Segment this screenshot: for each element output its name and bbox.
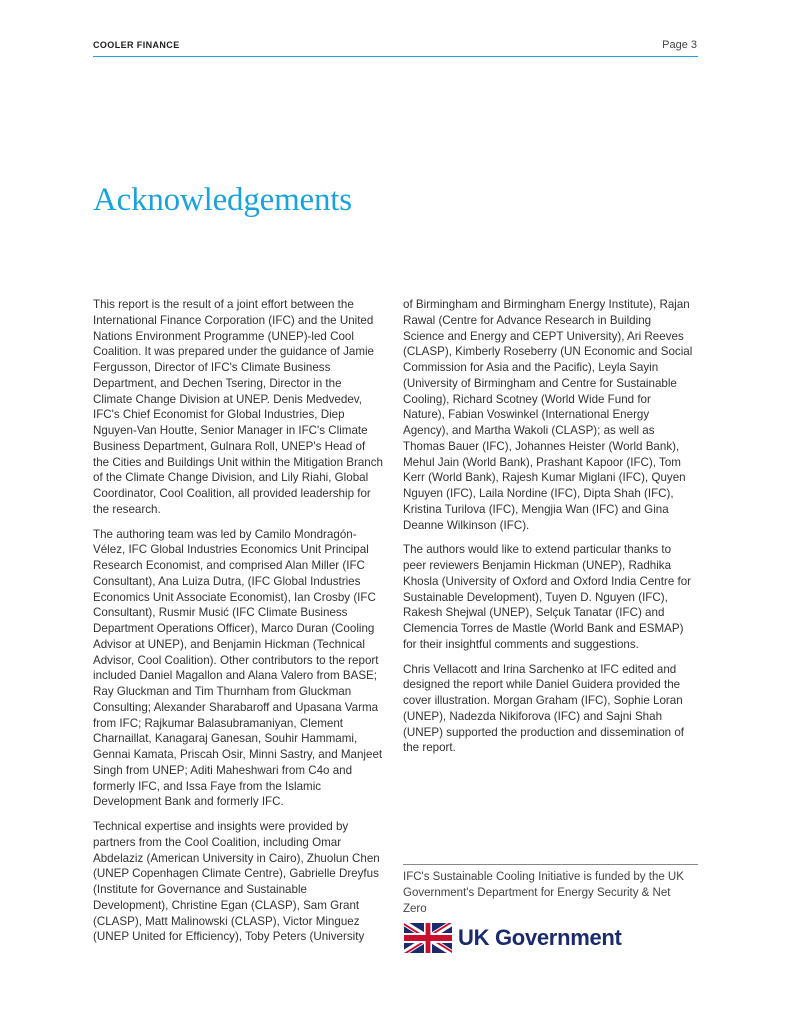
paragraph-authoring-team: The authoring team was led by Camilo Mondragón-Vélez, IFC Global Industries Economics Unit Principal Research Economist, and comprised Alan Miller (IFC Consultant), Ana Luiza Dutra, (IFC Global Industries Economics Unit Associate Economist), Ian Crosby (IFC Consultant), Rusmir Musić (IFC Climate Business Department Operations Officer), Marco Duran (Cooling Advisor at UNEP), and Benjamin Hickman (Technical Advisor, Cool Coalition). Other contributors to the report included Daniel Magallon and Alana Valero from BASE; Ray Gluckman and Tim Thurnham from Gluckman Consulting; Alexander Sharabaroff and Upasana Varma from IFC; Rajkumar Balasubramaniyan, Clement Charnaillat, Kanagaraj Ganesan, Souhir Hammami, Gennai Kamata, Priscah Osir, Minni Sastry, and Manjeet Singh from UNEP; Aditi Maheshwari from C4o and formerly IFC, and Issa Faye from the Islamic Development Bank and formerly IFC. [93, 527, 383, 809]
uk-government-logo [404, 922, 622, 954]
right-column [403, 297, 693, 765]
page-number: Page 3 [662, 39, 697, 51]
paragraph-joint-effort: This report is the result of a joint effort between the International Finance Corporation (IFC) and the United Nations Environment Programme (UNEP)-led Cool Coalition. It was prepared under the guidance of Jamie Fergusson, Director of IFC's Climate Business Department, and Dechen Tsering, Director in the Climate Change Division at UNEP. Denis Medvedev, IFC's Chief Economist for Global Industries, Diep Nguyen-Van Houtte, Senior Manager in IFC's Climate Business Department, Gulnara Roll, UNEP's Head of the Cities and Buildings Unit within the Mitigation Branch of the Climate Change Division, and Lily Riahi, Global Coordinator, Cool Coalition, all provided leadership for the research. [93, 298, 383, 516]
funder-divider [403, 864, 698, 865]
funder-statement: IFC's Sustainable Cooling Initiative is funded by the UK Government's Department for Energy Security & Net Zero [403, 871, 684, 915]
running-header-title: COOLER FINANCE [93, 40, 180, 50]
left-column [93, 297, 383, 954]
union-flag-icon [404, 923, 452, 953]
paragraph-production: Chris Vellacott and Irina Sarchenko at IFC edited and designed the report while Daniel Guidera provided the cover illustration. Morgan Graham (IFC), Sophie Loran (UNEP), Nadezda Nikiforova (IFC) and Sajni Shah (UNEP) supported the production and dissemination of the report. [403, 662, 684, 755]
paragraph-technical-expertise: Technical expertise and insights were provided by partners from the Cool Coalition, including Omar Abdelaziz (American University in Cairo), Zhuolun Chen (UNEP Copenhagen Climate Centre), Gabrielle Dreyfus (Institute for Governance and Sustainable Development), Christine Egan (CLASP), Sam Grant (CLASP), Matt Malinowski (CLASP), Victor Minguez (UNEP United for Efficiency), Toby Peters (University [93, 820, 380, 944]
page-title: Acknowledgements [93, 182, 352, 218]
uk-government-wordmark: UK Government [458, 925, 622, 950]
paragraph-partners-continued: of Birmingham and Birmingham Energy Institute), Rajan Rawal (Centre for Advance Research in Building Science and Energy and CEPT University), Ari Reeves (CLASP), Kimberly Roseberry (UN Economic and Social Commission for Asia and the Pacific), Leyla Sayin (University of Birmingham and Centre for Sustainable Cooling), Richard Scotney (World Wide Fund for Nature), Fabian Voswinkel (International Energy Agency), and Martha Wakoli (CLASP); as well as Thomas Bauer (IFC), Johannes Heister (World Bank), Mehul Jain (World Bank), Prashant Kapoor (IFC), Tom Kerr (World Bank), Rajesh Kumar Miglani (IFC), Quyen Nguyen (IFC), Laila Nordine (IFC), Dipta Shah (IFC), Kristina Turilova (IFC), Mengjia Wan (IFC) and Gina Deanne Wilkinson (IFC). [403, 298, 693, 532]
paragraph-peer-reviewers: The authors would like to extend particular thanks to peer reviewers Benjamin Hickman (UNEP), Radhika Khosla (University of Oxford and Oxford India Centre for Sustainable Development), Tuyen D. Nguyen (IFC), Rakesh Shejwal (UNEP), Selçuk Tanatar (IFC) and Clemencia Torres de Mastle (World Bank and ESMAP) for their insightful comments and suggestions. [403, 543, 692, 651]
header-divider [93, 56, 698, 57]
